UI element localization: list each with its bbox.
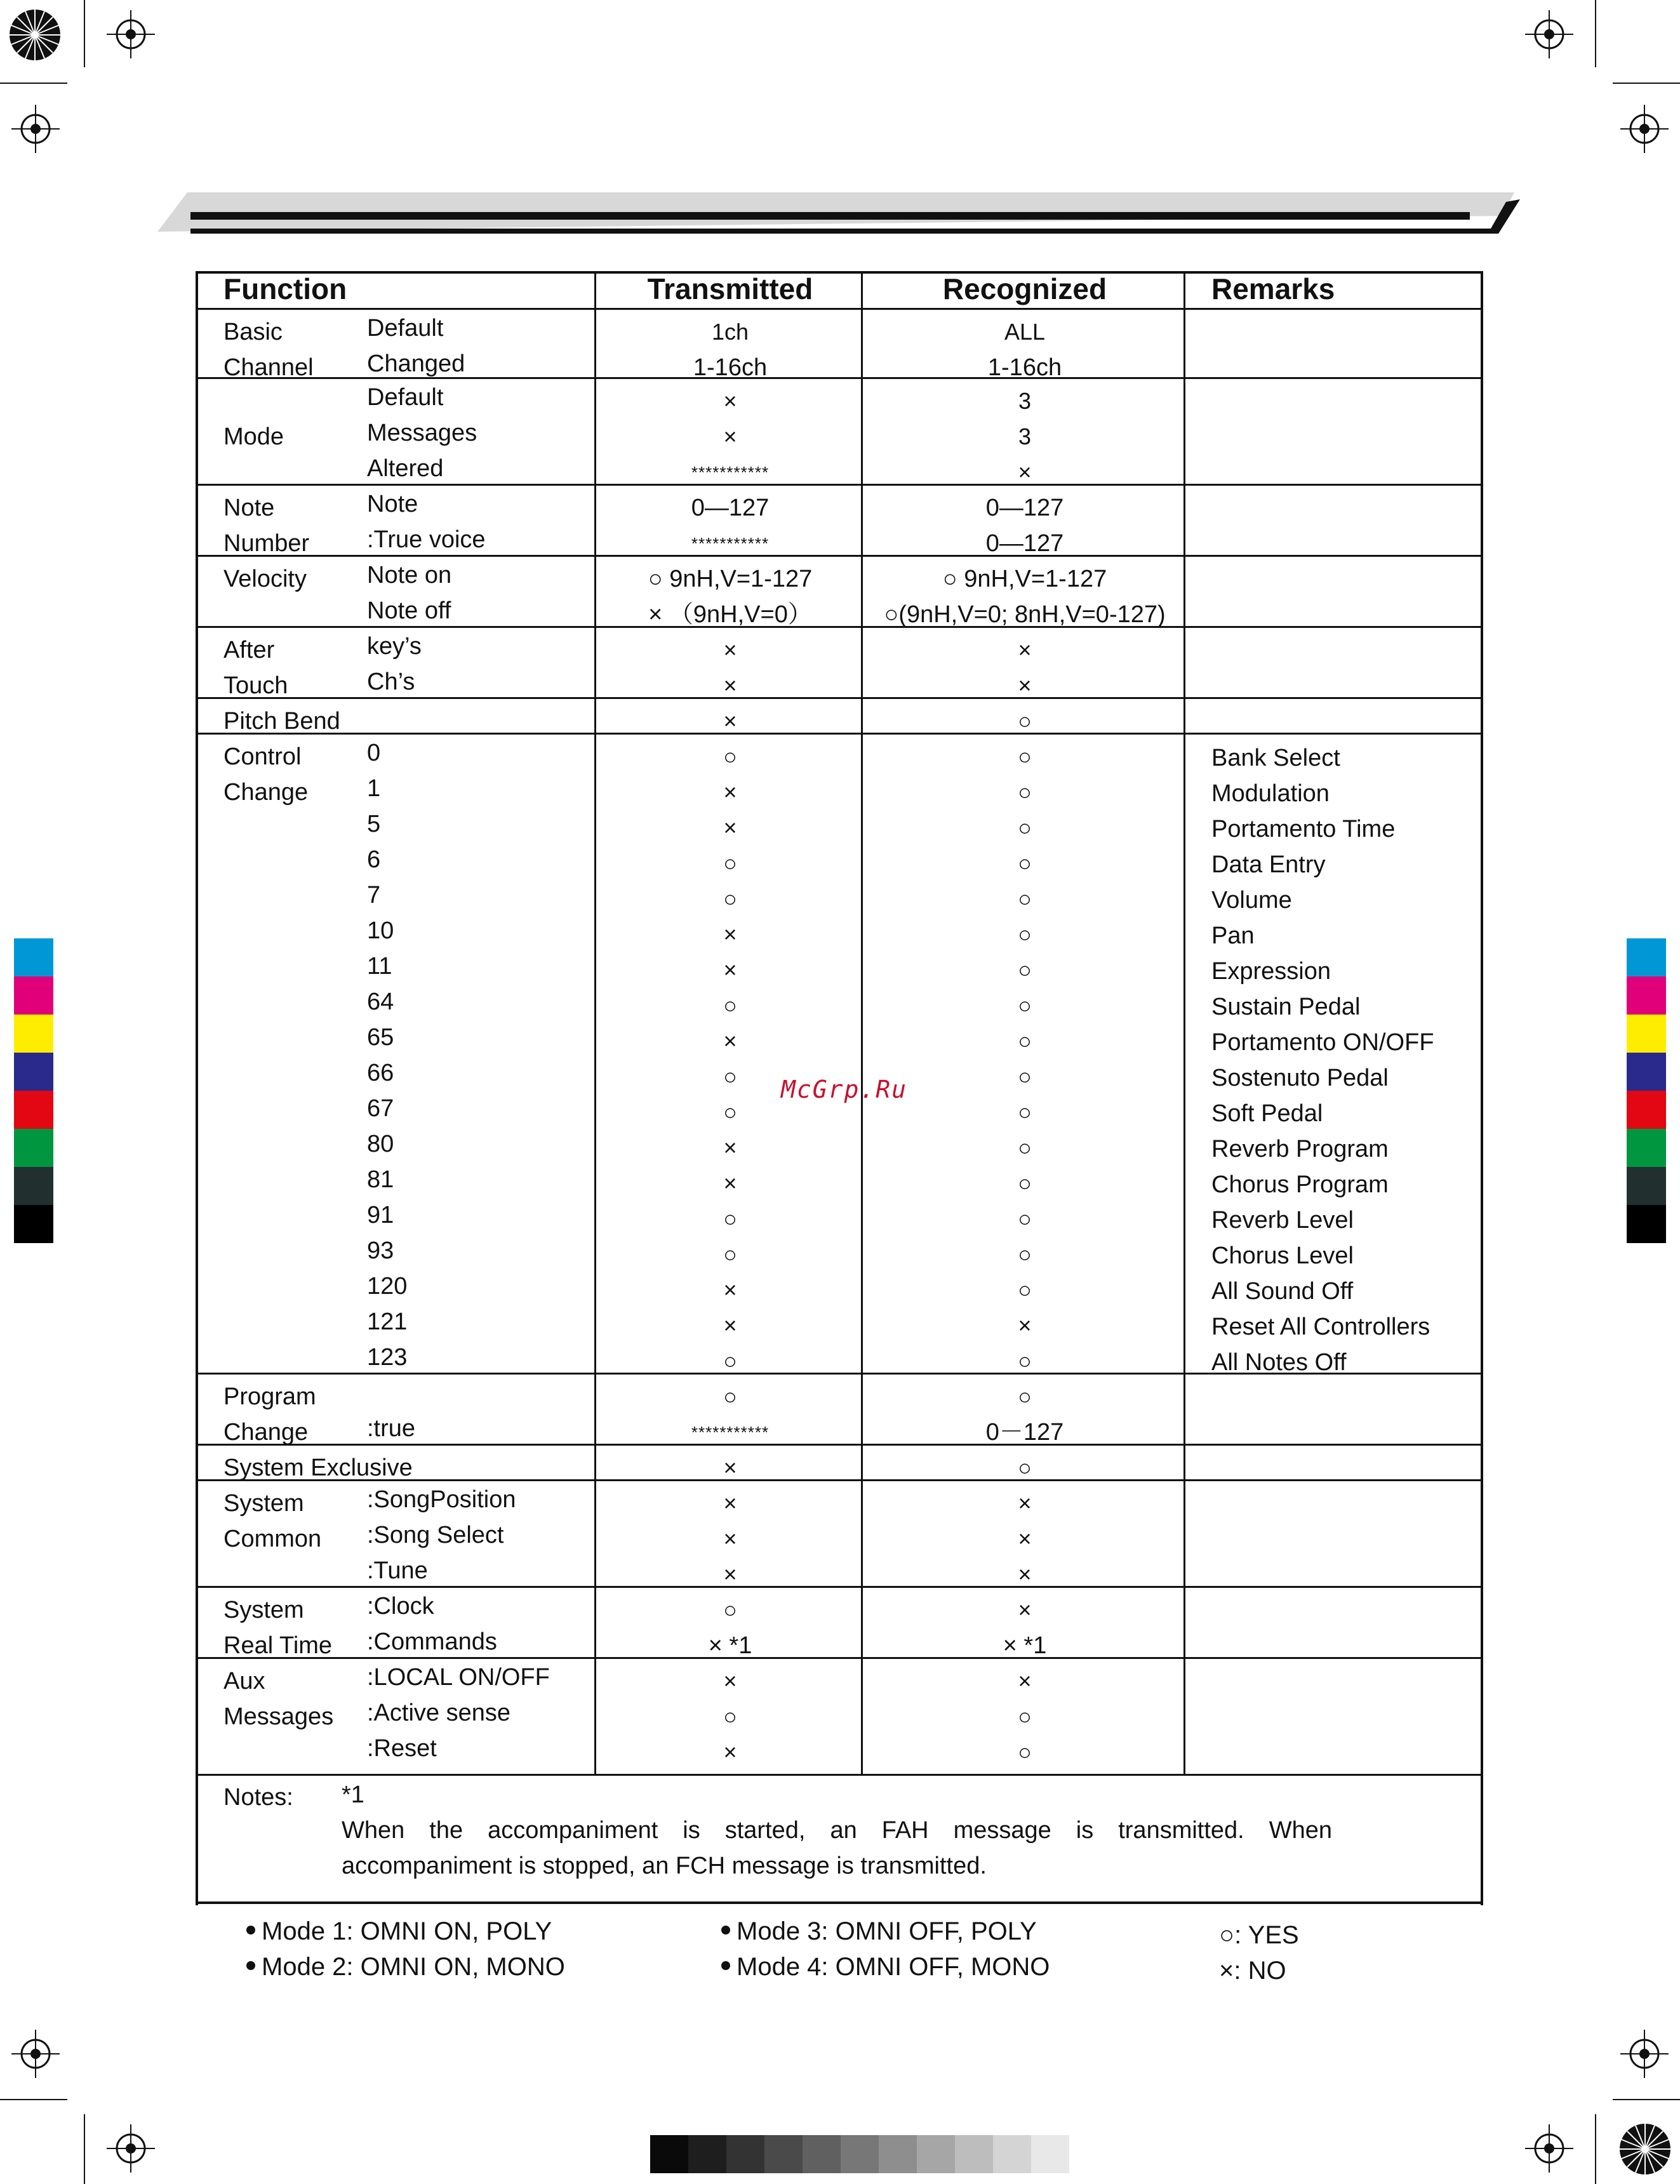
function-sublabel: Note on bbox=[367, 562, 452, 589]
function-sublabel: Altered bbox=[367, 455, 444, 482]
remark-text: Chorus Level bbox=[1211, 1242, 1354, 1269]
header-function: Function bbox=[223, 272, 347, 305]
grey-step bbox=[726, 2135, 764, 2173]
transmitted-value: × bbox=[723, 672, 737, 698]
recognized-value: ○ bbox=[1018, 1455, 1032, 1481]
recognized-value: ○ bbox=[1018, 1241, 1032, 1267]
function-label: Real Time bbox=[223, 1632, 333, 1659]
transmitted-value: ○ bbox=[723, 1383, 737, 1409]
column-divider bbox=[594, 274, 596, 1774]
function-sublabel: 64 bbox=[367, 989, 394, 1015]
recognized-value: × bbox=[1018, 1526, 1032, 1552]
function-label: Change bbox=[223, 779, 309, 806]
grey-step bbox=[650, 2135, 688, 2173]
color-swatch-black bbox=[14, 1205, 53, 1243]
notes-marker: *1 bbox=[342, 1781, 364, 1808]
transmitted-value: *********** bbox=[691, 463, 770, 482]
recognized-value: 1-16ch bbox=[987, 354, 1062, 381]
registration-mark-7 bbox=[105, 2123, 156, 2174]
function-sublabel: :LOCAL ON/OFF bbox=[367, 1664, 550, 1691]
color-swatch-cyan bbox=[14, 938, 53, 976]
recognized-value: 0－127 bbox=[985, 1419, 1064, 1446]
function-sublabel: :true bbox=[367, 1415, 416, 1442]
remark-text: Reverb Program bbox=[1211, 1136, 1389, 1162]
transmitted-value: × bbox=[723, 1490, 737, 1516]
color-swatch-yellow bbox=[14, 1015, 53, 1053]
header-remarks: Remarks bbox=[1211, 272, 1335, 305]
function-sublabel: 7 bbox=[367, 882, 381, 909]
remark-text: Reverb Level bbox=[1211, 1207, 1354, 1234]
transmitted-value: ○ bbox=[723, 1099, 737, 1125]
function-sublabel: Default bbox=[367, 384, 444, 411]
recognized-value: ○ bbox=[1018, 1383, 1032, 1409]
color-swatch-red bbox=[14, 1091, 53, 1129]
function-label: Program bbox=[223, 1383, 316, 1410]
function-sublabel: Note off bbox=[367, 597, 451, 624]
function-sublabel: Messages bbox=[367, 420, 477, 446]
color-swatch-green bbox=[14, 1129, 53, 1167]
grey-step bbox=[1031, 2135, 1069, 2173]
recognized-value: ○ bbox=[1018, 1277, 1032, 1303]
recognized-value: × bbox=[1018, 637, 1032, 663]
function-label: System bbox=[223, 1597, 304, 1623]
transmitted-value: × bbox=[723, 815, 737, 841]
remark-text: Bank Select bbox=[1211, 745, 1340, 771]
color-swatch-red bbox=[1627, 1091, 1666, 1129]
color-swatch-blue bbox=[14, 1053, 53, 1091]
notes-line-1: When the accompaniment is started, an FAH message is transmitted. When bbox=[342, 1817, 1332, 1844]
transmitted-value: *********** bbox=[691, 534, 770, 553]
transmitted-value: ○ bbox=[723, 1206, 737, 1232]
recognized-value: 3 bbox=[1018, 423, 1032, 449]
grey-step bbox=[879, 2135, 917, 2173]
color-swatch-green bbox=[1627, 1129, 1666, 1167]
color-swatch-yellow bbox=[1627, 1015, 1666, 1053]
table-bottom-border bbox=[198, 1901, 1481, 1904]
grey-step bbox=[803, 2135, 841, 2173]
legend-mode-2-text: Mode 2: OMNI ON, MONO bbox=[262, 1953, 565, 1981]
watermark: McGrp.Ru bbox=[781, 1075, 908, 1103]
grey-step bbox=[955, 2135, 993, 2173]
recognized-value: ○ bbox=[1018, 992, 1032, 1018]
bullet-icon bbox=[246, 1961, 255, 1970]
recognized-value: ○ bbox=[1018, 1135, 1032, 1161]
grey-step bbox=[993, 2135, 1031, 2173]
color-swatch-darkslate bbox=[1627, 1167, 1666, 1205]
recognized-value: ○ bbox=[1018, 850, 1032, 876]
transmitted-value: × bbox=[723, 1455, 737, 1481]
recognized-value: × bbox=[1018, 672, 1032, 698]
transmitted-value: × bbox=[723, 423, 737, 449]
function-label: Aux bbox=[223, 1668, 265, 1695]
transmitted-value: × bbox=[723, 1668, 737, 1694]
function-sublabel: 66 bbox=[367, 1060, 394, 1086]
transmitted-value: × bbox=[723, 1028, 737, 1054]
transmitted-value: × bbox=[723, 1312, 737, 1338]
transmitted-value: × bbox=[723, 1526, 737, 1552]
recognized-value: ○ bbox=[1018, 886, 1032, 912]
color-swatch-blue bbox=[1627, 1053, 1666, 1091]
color-swatch-magenta bbox=[14, 976, 53, 1015]
remark-text: Sustain Pedal bbox=[1211, 994, 1361, 1020]
function-label: System bbox=[223, 1490, 304, 1517]
transmitted-value: × bbox=[723, 1135, 737, 1161]
function-sublabel: Changed bbox=[367, 350, 465, 377]
recognized-value: ○ bbox=[1018, 779, 1032, 805]
remark-text: Chorus Program bbox=[1211, 1171, 1389, 1198]
remark-text: Volume bbox=[1211, 887, 1292, 914]
transmitted-value: × bbox=[723, 637, 737, 663]
function-label: Channel bbox=[223, 354, 314, 381]
recognized-value: ○ bbox=[1018, 957, 1032, 983]
function-sublabel: :True voice bbox=[367, 526, 486, 553]
function-label: Messages bbox=[223, 1703, 334, 1730]
function-sublabel: Ch’s bbox=[367, 669, 415, 695]
function-sublabel: 121 bbox=[367, 1308, 408, 1335]
transmitted-value: ○ bbox=[723, 886, 737, 912]
transmitted-value: ○ bbox=[723, 1597, 737, 1623]
header-band bbox=[0, 0, 1680, 241]
legend-mode-1 bbox=[246, 1914, 552, 1949]
function-sublabel: 67 bbox=[367, 1095, 394, 1122]
function-label: Basic bbox=[223, 319, 283, 345]
transmitted-value: × bbox=[723, 708, 737, 734]
remark-text: Expression bbox=[1211, 958, 1331, 985]
recognized-value: ○ bbox=[1018, 708, 1032, 734]
function-sublabel: :Song Select bbox=[367, 1522, 504, 1548]
function-sublabel: 5 bbox=[367, 811, 381, 837]
legend-mode-3-text: Mode 3: OMNI OFF, POLY bbox=[737, 1917, 1037, 1945]
bullet-icon bbox=[721, 1926, 730, 1934]
registration-mark-5 bbox=[10, 2028, 61, 2079]
recognized-value: 0—127 bbox=[985, 530, 1064, 557]
recognized-value: ○ bbox=[1018, 1348, 1032, 1374]
transmitted-value: × bbox=[723, 1561, 737, 1587]
recognized-value: × bbox=[1018, 1312, 1032, 1338]
function-sublabel: 123 bbox=[367, 1344, 408, 1371]
recognized-value: × bbox=[1018, 459, 1032, 485]
recognized-value: ○ bbox=[1018, 921, 1032, 947]
grey-step bbox=[764, 2135, 803, 2173]
function-sublabel: 6 bbox=[367, 846, 381, 873]
transmitted-value: ○ 9nH,V=1-127 bbox=[648, 566, 813, 592]
function-label: Common bbox=[223, 1526, 322, 1552]
recognized-value: × bbox=[1018, 1668, 1032, 1694]
legend-yes: ○: YES bbox=[1219, 1921, 1299, 1949]
color-swatch-cyan bbox=[1627, 938, 1666, 976]
registration-mark-6 bbox=[1619, 2028, 1670, 2079]
transmitted-value: ○ bbox=[723, 1063, 737, 1089]
transmitted-value: × bbox=[723, 957, 737, 983]
remark-text: All Notes Off bbox=[1211, 1349, 1347, 1376]
function-sublabel: key’s bbox=[367, 633, 422, 660]
function-label: Number bbox=[223, 530, 310, 557]
transmitted-value: ○ bbox=[723, 992, 737, 1018]
recognized-value: ○ bbox=[1018, 1739, 1032, 1765]
transmitted-value: ○ bbox=[723, 1241, 737, 1267]
function-sublabel: :Reset bbox=[367, 1735, 437, 1762]
notes-label: Notes: bbox=[223, 1784, 293, 1811]
function-sublabel: 65 bbox=[367, 1024, 394, 1051]
legend-mode-3 bbox=[721, 1914, 1037, 1949]
registration-mark-8 bbox=[1524, 2123, 1575, 2174]
remark-text: Portamento Time bbox=[1211, 816, 1396, 842]
header-transmitted: Transmitted bbox=[647, 272, 813, 305]
recognized-value: ○ bbox=[1018, 1028, 1032, 1054]
transmitted-value: × *1 bbox=[708, 1632, 752, 1659]
transmitted-value: ○ bbox=[723, 1703, 737, 1729]
crop-line bbox=[1595, 2114, 1596, 2184]
function-sublabel: 80 bbox=[367, 1131, 394, 1157]
remark-text: Soft Pedal bbox=[1211, 1100, 1323, 1127]
function-label: System Exclusive bbox=[223, 1455, 413, 1481]
recognized-value: × bbox=[1018, 1597, 1032, 1623]
legend-mode-2 bbox=[246, 1949, 565, 1985]
recognized-value: ○ bbox=[1018, 1703, 1032, 1729]
legend-mode-4 bbox=[721, 1949, 1050, 1985]
recognized-value: × bbox=[1018, 1490, 1032, 1516]
function-label: Note bbox=[223, 495, 275, 521]
bullet-icon bbox=[721, 1961, 730, 1970]
transmitted-value: × （9nH,V=0） bbox=[648, 601, 812, 628]
transmitted-value: × bbox=[723, 1739, 737, 1765]
recognized-value: ALL bbox=[1004, 319, 1046, 345]
crop-line bbox=[84, 2114, 85, 2184]
row-divider bbox=[198, 1774, 1481, 1776]
recognized-value: ○ bbox=[1018, 1063, 1032, 1089]
transmitted-value: ○ bbox=[723, 850, 737, 876]
color-swatch-darkslate bbox=[14, 1167, 53, 1205]
remark-text: Reset All Controllers bbox=[1211, 1314, 1430, 1340]
bullet-icon bbox=[246, 1926, 255, 1934]
function-label: Velocity bbox=[223, 566, 307, 592]
transmitted-value: × bbox=[723, 388, 737, 414]
transmitted-value: ○ bbox=[723, 1348, 737, 1374]
recognized-value: ○ bbox=[1018, 1170, 1032, 1196]
remark-text: All Sound Off bbox=[1211, 1278, 1354, 1305]
recognized-value: 0—127 bbox=[985, 495, 1064, 521]
recognized-value: ○ bbox=[1018, 743, 1032, 769]
function-sublabel: :Tune bbox=[367, 1557, 428, 1584]
transmitted-value: 1ch bbox=[711, 319, 749, 345]
notes-line-2: accompaniment is stopped, an FCH message is transmitted. bbox=[342, 1853, 987, 1879]
crop-line bbox=[0, 2099, 67, 2100]
remark-text: Portamento ON/OFF bbox=[1211, 1029, 1434, 1056]
grey-step bbox=[841, 2135, 879, 2173]
color-swatch-magenta bbox=[1627, 976, 1666, 1015]
header-recognized: Recognized bbox=[942, 272, 1107, 305]
legend-mode-1-text: Mode 1: OMNI ON, POLY bbox=[262, 1917, 552, 1945]
function-sublabel: Default bbox=[367, 315, 444, 342]
transmitted-value: × bbox=[723, 779, 737, 805]
remark-text: Data Entry bbox=[1211, 851, 1326, 878]
transmitted-value: × bbox=[723, 921, 737, 947]
function-sublabel: 93 bbox=[367, 1237, 394, 1264]
transmitted-value: ○ bbox=[723, 743, 737, 769]
recognized-value: ○ 9nH,V=1-127 bbox=[942, 566, 1107, 592]
function-label: Change bbox=[223, 1419, 309, 1446]
legend-no: ×: NO bbox=[1219, 1957, 1286, 1985]
starburst-mark-bottom-right bbox=[1619, 2123, 1671, 2175]
transmitted-value: 1-16ch bbox=[693, 354, 768, 381]
function-label: After bbox=[223, 637, 275, 663]
function-sublabel: 10 bbox=[367, 917, 394, 944]
legend-mode-4-text: Mode 4: OMNI OFF, MONO bbox=[737, 1953, 1050, 1981]
recognized-value: × bbox=[1018, 1561, 1032, 1587]
function-sublabel: 91 bbox=[367, 1202, 394, 1228]
color-swatch-black bbox=[1627, 1205, 1666, 1243]
function-label: Mode bbox=[223, 423, 284, 450]
row-divider bbox=[198, 308, 1481, 310]
remark-text: Pan bbox=[1211, 922, 1255, 949]
recognized-value: ○ bbox=[1018, 815, 1032, 841]
transmitted-value: × bbox=[723, 1277, 737, 1303]
function-sublabel: 0 bbox=[367, 740, 381, 766]
recognized-value: 3 bbox=[1018, 388, 1032, 414]
function-label: Control bbox=[223, 743, 302, 770]
recognized-value: ○(9nH,V=0; 8nH,V=0-127) bbox=[884, 601, 1166, 628]
function-sublabel: 120 bbox=[367, 1273, 408, 1300]
remark-text: Modulation bbox=[1211, 780, 1330, 807]
function-sublabel: 81 bbox=[367, 1166, 394, 1193]
function-label: Touch bbox=[223, 672, 288, 699]
transmitted-value: *********** bbox=[691, 1423, 770, 1442]
grey-step bbox=[688, 2135, 726, 2173]
function-sublabel: :Active sense bbox=[367, 1700, 510, 1726]
function-sublabel: :Commands bbox=[367, 1628, 497, 1655]
transmitted-value: 0—127 bbox=[691, 495, 770, 521]
function-sublabel: :Clock bbox=[367, 1593, 434, 1620]
recognized-value: × *1 bbox=[1003, 1632, 1047, 1659]
recognized-value: ○ bbox=[1018, 1099, 1032, 1125]
crop-line bbox=[1613, 2099, 1680, 2100]
function-sublabel: :SongPosition bbox=[367, 1486, 516, 1513]
function-sublabel: 11 bbox=[367, 953, 392, 980]
grey-step bbox=[917, 2135, 955, 2173]
function-sublabel: Note bbox=[367, 491, 418, 517]
recognized-value: ○ bbox=[1018, 1206, 1032, 1232]
function-sublabel: 1 bbox=[367, 775, 381, 802]
remark-text: Sostenuto Pedal bbox=[1211, 1065, 1389, 1091]
transmitted-value: × bbox=[723, 1170, 737, 1196]
function-label: Pitch Bend bbox=[223, 708, 340, 735]
